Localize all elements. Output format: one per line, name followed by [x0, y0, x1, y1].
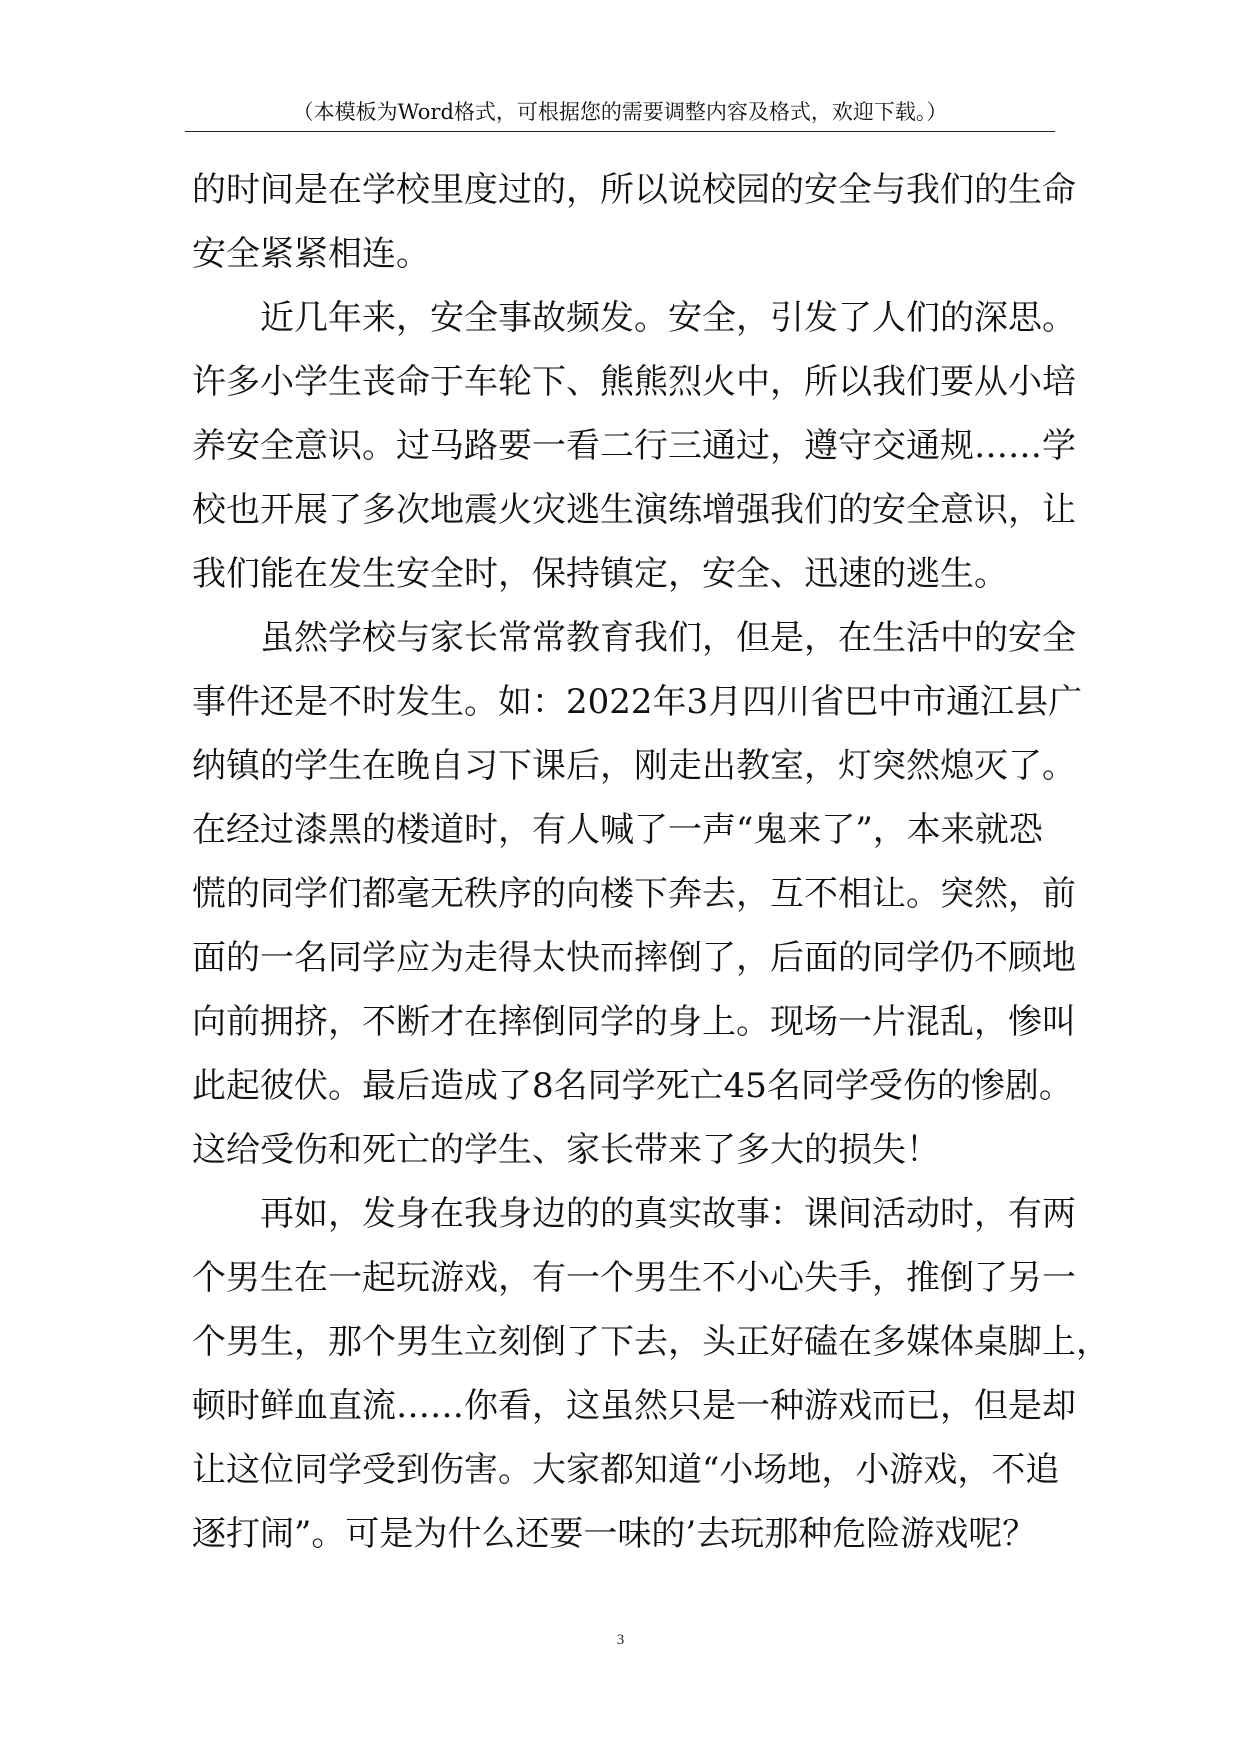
text-line: 逐打闹”。可是为什么还要一味的’去玩那种危险游戏呢？: [192, 1514, 1037, 1554]
text-line: 在经过漆黑的楼道时，有人喊了一声“鬼来了”，本来就恐: [192, 810, 1043, 850]
text-line: 让这位同学受到伤害。大家都知道“小场地，小游戏，不追: [192, 1450, 1060, 1490]
text-line: 个男生在一起玩游戏，有一个男生不小心失手，推倒了另一: [192, 1258, 1076, 1298]
text-line: 顿时鲜血直流……你看，这虽然只是一种游戏而已，但是却: [192, 1386, 1076, 1426]
text-line: 我们能在发生安全时，保持镇定，安全、迅速的逃生。: [192, 554, 1008, 594]
text-line: 校也开展了多次地震火灾逃生演练增强我们的安全意识，让: [192, 490, 1076, 530]
text-line: 向前拥挤，不断才在摔倒同学的身上。现场一片混乱，惨叫: [192, 1002, 1076, 1042]
text-line: 慌的同学们都毫无秩序的向楼下奔去，互不相让。突然，前: [192, 874, 1076, 914]
text-line: 的时间是在学校里度过的，所以说校园的安全与我们的生命: [192, 170, 1076, 210]
text-line: 许多小学生丧命于车轮下、熊熊烈火中，所以我们要从小培: [192, 362, 1076, 402]
template-note: （本模板为Word格式，可根据您的需要调整内容及格式，欢迎下载。）: [292, 100, 948, 124]
page-number: 3: [616, 1632, 625, 1648]
text-line: 虽然学校与家长常常教育我们，但是，在生活中的安全: [192, 618, 1076, 658]
text-line: 个男生，那个男生立刻倒了下去，头正好磕在多媒体桌脚上，: [192, 1322, 1110, 1362]
text-line: 纳镇的学生在晚自习下课后，刚走出教室，灯突然熄灭了。: [192, 746, 1076, 786]
header-divider: [185, 131, 1055, 132]
text-line: 近几年来，安全事故频发。安全，引发了人们的深思。: [192, 298, 1076, 338]
text-line: 再如，发身在我身边的的真实故事：课间活动时，有两: [192, 1194, 1076, 1234]
text-line: 养安全意识。过马路要一看二行三通过，遵守交通规……学: [192, 426, 1076, 466]
text-line: 这给受伤和死亡的学生、家长带来了多大的损失！: [192, 1130, 940, 1170]
text-line: 安全紧紧相连。: [192, 234, 430, 274]
text-line: 此起彼伏。最后造成了8名同学死亡45名同学受伤的惨剧。: [192, 1066, 1073, 1106]
text-line: 面的一名同学应为走得太快而摔倒了，后面的同学仍不顾地: [192, 938, 1076, 978]
text-line: 事件还是不时发生。如：2022年3月四川省巴中市通江县广: [192, 682, 1083, 722]
body-text: [192, 158, 1110, 1566]
